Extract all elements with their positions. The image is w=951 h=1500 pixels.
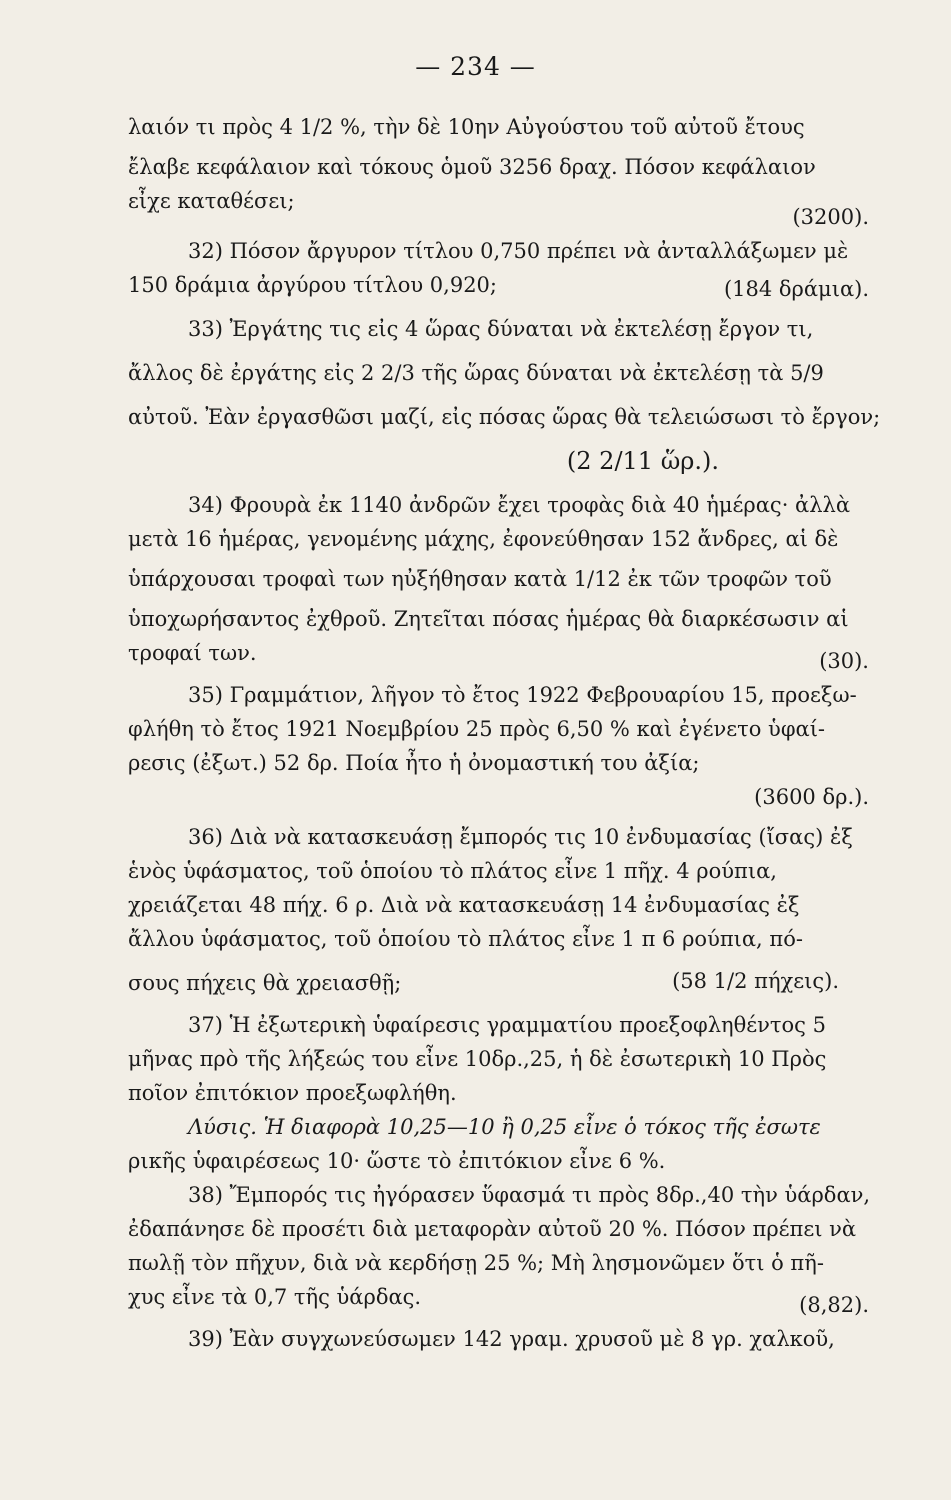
answer: (2 2/11 ὥρ.).	[566, 447, 719, 475]
answer: (58 1/2 πήχεις).	[672, 969, 839, 993]
text-line: εἶχε καταθέσει;	[128, 189, 295, 213]
text-line: πωλῇ τὸν πῆχυν, διὰ νὰ κερδήσῃ 25 %; Μὴ λησμονῶμεν ὅτι ὁ πῆ-	[128, 1251, 824, 1275]
text-line: 150 δράμια ἀργύρου τίτλου 0,920;	[128, 273, 497, 297]
text-line: ρικῆς ὑφαιρέσεως 10· ὥστε τὸ ἐπιτόκιον εἶνε 6 %.	[128, 1149, 666, 1173]
text-line: ἑνὸς ὑφάσματος, τοῦ ὁποίου τὸ πλάτος εἶνε 1 πῆχ. 4 ρούπια,	[128, 859, 777, 883]
problem-34-line: 34) Φρουρὰ ἐκ 1140 ἀνδρῶν ἔχει τροφὰς διὰ 40 ἡμέρας· ἀλλὰ	[188, 493, 851, 517]
text-line: ὑποχωρήσαντος ἐχθροῦ. Ζητεῖται πόσας ἡμέρας θὰ διαρκέσωσιν αἱ	[128, 607, 849, 631]
answer: (8,82).	[799, 1293, 869, 1317]
text-line: σους πήχεις θὰ χρειασθῇ;	[128, 971, 402, 995]
text-line: χρειάζεται 48 πήχ. 6 ρ. Διὰ νὰ κατασκευάσῃ 14 ἐνδυμασίας ἐξ	[128, 893, 800, 917]
solution-line: Λύσις. Ἡ διαφορὰ 10,25—10 ἢ 0,25 εἶνε ὁ τόκος τῆς ἐσωτε	[188, 1115, 821, 1139]
page-number: — 234 —	[415, 52, 536, 81]
text-line: μετὰ 16 ἡμέρας, γενομένης μάχης, ἐφονεύθησαν 152 ἄνδρες, αἱ δὲ	[128, 527, 839, 551]
text-line: φλήθη τὸ ἔτος 1921 Νοεμβρίου 25 πρὸς 6,50 % καὶ ἐγένετο ὑφαί-	[128, 717, 826, 741]
answer: (184 δράμια).	[723, 277, 869, 301]
answer: (3200).	[792, 205, 869, 229]
text-line: ὑπάρχουσαι τροφαὶ των ηὐξήθησαν κατὰ 1/12 ἐκ τῶν τροφῶν τοῦ	[128, 567, 832, 591]
text-line: αὐτοῦ. Ἐὰν ἐργασθῶσι μαζί, εἰς πόσας ὥρας θὰ τελειώσωσι τὸ ἔργον;	[128, 405, 881, 429]
answer: (3600 δρ.).	[754, 785, 869, 809]
problem-33-line: 33) Ἐργάτης τις εἰς 4 ὥρας δύναται νὰ ἐκτελέσῃ ἔργον τι,	[188, 317, 814, 341]
text-line: ἐδαπάνησε δὲ προσέτι διὰ μεταφορὰν αὐτοῦ 20 %. Πόσον πρέπει νὰ	[128, 1217, 857, 1241]
problem-32-line: 32) Πόσον ἄργυρον τίτλου 0,750 πρέπει νὰ ἀνταλλάξωμεν μὲ	[188, 239, 849, 263]
text-line: ρεσις (ἐξωτ.) 52 δρ. Ποία ἦτο ἡ ὀνομαστική του ἀξία;	[128, 751, 700, 775]
problem-35-line: 35) Γραμμάτιον, λῆγον τὸ ἔτος 1922 Φεβρουαρίου 15, προεξω-	[188, 683, 857, 707]
problem-37-line: 37) Ἡ ἐξωτερικὴ ὑφαίρεσις γραμματίου προεξοφληθέντος 5	[188, 1013, 826, 1037]
problem-38-line: 38) Ἔμπορός τις ἠγόρασεν ὕφασμά τι πρὸς 8δρ.,40 τὴν ὑάρδαν,	[188, 1183, 871, 1207]
problem-39-line: 39) Ἐὰν συγχωνεύσωμεν 142 γραμ. χρυσοῦ μὲ 8 γρ. χαλκοῦ,	[188, 1327, 835, 1351]
answer: (30).	[819, 649, 869, 673]
text-line: ἄλλος δὲ ἐργάτης εἰς 2 2/3 τῆς ὥρας δύναται νὰ ἐκτελέσῃ τὰ 5/9	[128, 361, 824, 385]
text-line: ἔλαβε κεφάλαιον καὶ τόκους ὁμοῦ 3256 δραχ. Πόσον κεφάλαιον	[128, 155, 816, 179]
text-line: τροφαί των.	[128, 641, 257, 665]
text-line: ποῖον ἐπιτόκιον προεξωφλήθη.	[128, 1081, 457, 1105]
text-line: λαιόν τι πρὸς 4 1/2 %, τὴν δὲ 10ην Αὐγούστου τοῦ αὐτοῦ ἔτους	[128, 115, 805, 139]
problem-36-line: 36) Διὰ νὰ κατασκευάσῃ ἔμπορός τις 10 ἐνδυμασίας (ἴσας) ἐξ	[188, 825, 853, 849]
text-line: χυς εἶνε τὰ 0,7 τῆς ὑάρδας.	[128, 1285, 422, 1309]
text-line: ἄλλου ὑφάσματος, τοῦ ὁποίου τὸ πλάτος εἶνε 1 π 6 ρούπια, πό-	[128, 927, 803, 951]
text-line: μῆνας πρὸ τῆς λήξεώς του εἶνε 10δρ.,25, ἡ δὲ ἐσωτερικὴ 10 Πρὸς	[128, 1047, 827, 1071]
page-body	[128, 110, 909, 1356]
